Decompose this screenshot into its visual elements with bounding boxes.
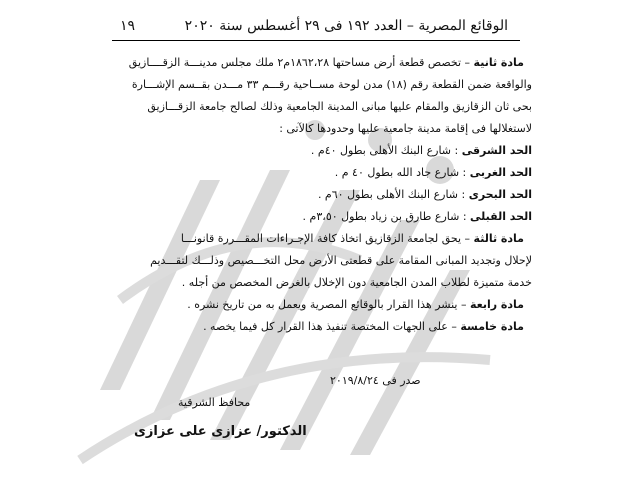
article-3-line-2: لإحلال وتجديد المبانى المقامة على قطعتى الأرض محل التخـــصيص وذلـــك لتقـــديم <box>150 254 532 267</box>
article-5-label: مادة خامسة <box>460 320 524 333</box>
article-3-label: مادة ثالثة <box>473 232 524 245</box>
article-4: مادة رابعة – ينشر هذا القرار بالوقائع المصرية ويعمل به من تاريخ نشره . <box>187 298 524 311</box>
article-2-line-1: مادة ثانية – تخصص قطعة أرض مساحتها ١٨٦٢،٢٨م٢ ملك مجلس مدينـــة الزقــــازيق <box>128 56 524 69</box>
article-2-line-2: والواقعة ضمن القطعة رقم (١٨) مدن لوحة مســاحية رقـــم ٣٣ مـــدن بقــسم الإشـــارة <box>131 78 532 91</box>
page-header <box>120 14 508 38</box>
page-number: ١٩ <box>120 18 136 34</box>
issued-date: صدر فى ٢٠١٩/٨/٢٤ <box>330 374 421 387</box>
boundary-north: الحد البحرى : شارع البنك الأهلى بطول ٦٠م . <box>317 188 532 201</box>
article-2-line-3: بحى ثان الزقازيق والمقام عليها مبانى المدينة الجامعية وذلك لصالح جامعة الزقـــازيق <box>147 100 532 113</box>
article-5: مادة خامسة – على الجهات المختصة تنفيذ هذا القرار كل فيما يخصه . <box>203 320 524 333</box>
article-4-label: مادة رابعة <box>469 298 524 311</box>
header-divider <box>112 40 520 41</box>
article-3-line-3: خدمة متميزة لطلاب المدن الجامعية دون الإخلال بالغرض المخصص من أجله . <box>181 276 532 289</box>
article-3-line-1: مادة ثالثة – يحق لجامعة الزقازيق اتخاذ كافة الإجـراءات المقـــررة قانونـــا <box>180 232 524 245</box>
article-2-line-4: لاستغلالها فى إقامة مدينة جامعية عليها وحدودها كالآتى : <box>279 122 532 135</box>
boundary-south: الحد القبلى : شارع طارق بن زياد بطول ٣،٥٠م . <box>302 210 532 223</box>
article-2-label: مادة ثانية <box>473 56 524 69</box>
governor-title: محافظ الشرقية <box>178 396 251 409</box>
header-title: الوقائع المصرية – العدد ١٩٢ فى ٢٩ أغسطس سنة ٢٠٢٠ <box>184 18 508 34</box>
boundary-west: الحد الغربى : شارع جاد الله بطول ٤٠ م . <box>334 166 532 179</box>
boundary-east: الحد الشرقى : شارع البنك الأهلى بطول ٤٠م . <box>310 144 532 157</box>
decree-body <box>112 52 532 338</box>
governor-name: الدكتور/ عزازى على عزازى <box>134 424 307 439</box>
